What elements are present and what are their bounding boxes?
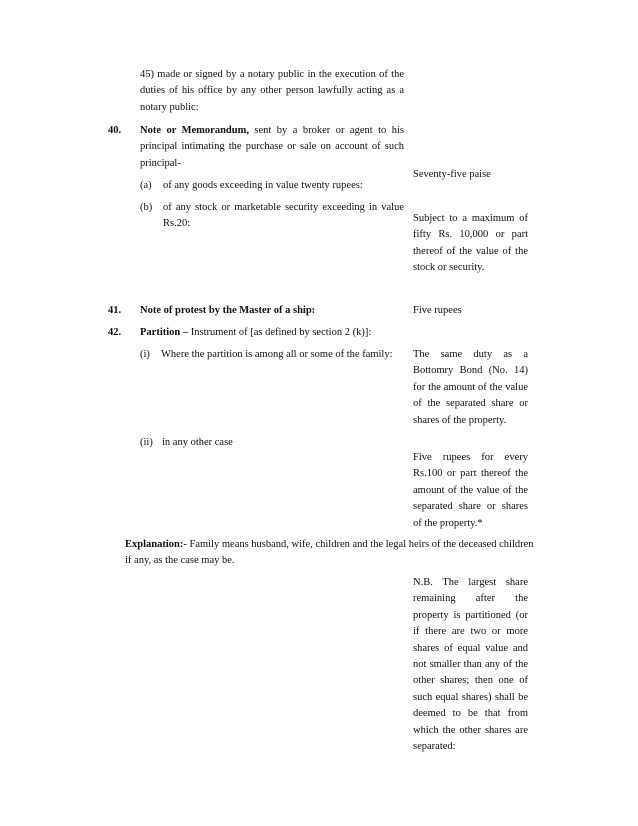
explanation	[125, 537, 535, 570]
nb-note: N.B. The largest share remaining after the property is partitioned (or if there are two or more shares of equal value and not smaller than any of the other shares; then one of such equal shares) shall be deemed to be that from which the other shares are separated:	[413, 577, 528, 753]
item-40-title: Note or Memorandum,	[140, 125, 249, 136]
item-42ii-duty: Five rupees for every Rs.100 or part thereof the amount of the value of the separated share or shares of the property.*	[413, 452, 528, 529]
item-40-text: sent by a broker or agent to his principal intimating the purchase or sale on account of such principal-	[140, 125, 404, 169]
item-40b-marker: (b)	[140, 202, 153, 213]
item-40b-text: of any stock or marketable security exceeding in value Rs.20:	[163, 202, 404, 230]
item-41-duty: Five rupees	[413, 305, 462, 316]
item-41-title: Note of protest by the Master of a ship:	[140, 305, 316, 316]
item-40a-marker: (a)	[140, 180, 152, 191]
item-42-text: Instrument of [as defined by section 2 (k)]:	[188, 327, 372, 338]
item-39-continuation: 45) made or signed by a notary public in the execution of the duties of his office by any other person lawfully acting as a notary public:	[140, 69, 404, 113]
item-42i-text: Where the partition is among all or some of the family:	[161, 349, 393, 360]
explanation-text: Family means husband, wife, children and the legal heirs of the deceased children if any, as the case may be.	[125, 539, 534, 567]
item-40a-duty: Seventy-five paise	[413, 169, 491, 180]
item-42-number: 42.	[108, 327, 122, 338]
item-40-number: 40.	[108, 125, 122, 136]
item-42ii-marker: (ii)	[140, 437, 153, 448]
explanation-label: Explanation:-	[125, 539, 187, 550]
item-40a-text: of any goods exceeding in value twenty rupees:	[163, 180, 363, 191]
item-40-description	[140, 123, 404, 172]
item-42i-duty: The same duty as a Bottomry Bond (No. 14) for the amount of the value of the separated share or shares of the property.	[413, 349, 528, 426]
item-42-title: Partition –	[140, 327, 189, 338]
item-42ii-text: in any other case	[162, 437, 233, 448]
item-42i-marker: (i)	[140, 349, 150, 360]
item-41-number: 41.	[108, 305, 122, 316]
item-40b-duty: Subject to a maximum of fifty Rs. 10,000 or part thereof of the value of the stock or security.	[413, 213, 528, 274]
item-42-description	[140, 325, 371, 341]
